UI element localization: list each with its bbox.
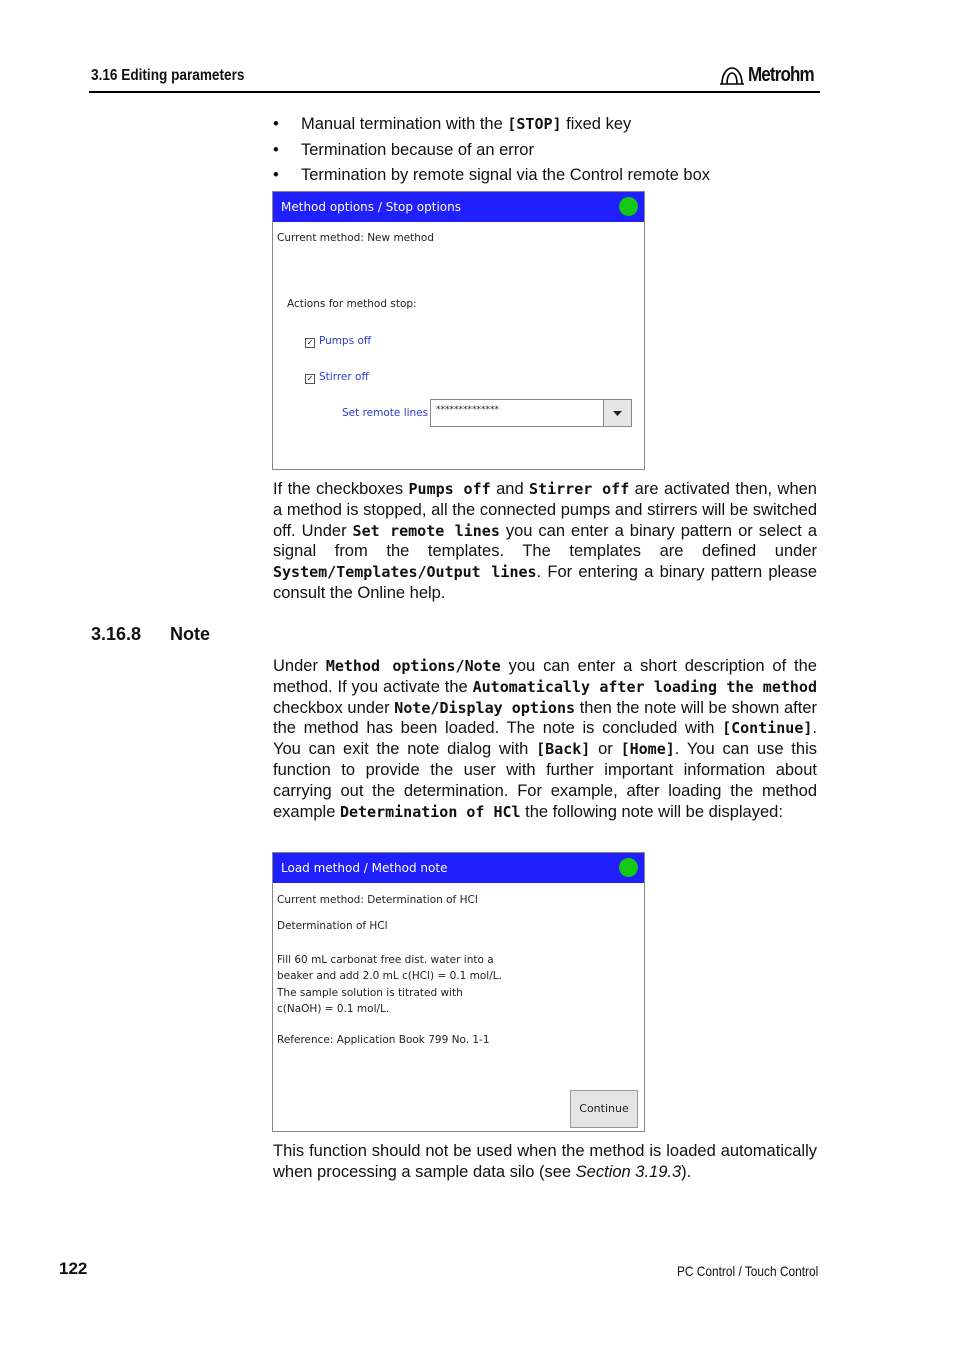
list-item: • Termination by remote signal via the Control remote box bbox=[273, 164, 813, 190]
dialog-title-bar bbox=[273, 853, 644, 883]
brand-name: Metrohm bbox=[748, 64, 814, 86]
note-reference: Reference: Application Book 799 No. 1-1 bbox=[277, 1034, 490, 1046]
section-title: Note bbox=[170, 624, 210, 644]
remote-lines-label: Set remote lines bbox=[342, 407, 429, 419]
actions-label: Actions for method stop: bbox=[287, 298, 417, 310]
list-item: • Termination because of an error bbox=[273, 139, 813, 165]
checkbox-checked-icon: ✓ bbox=[306, 338, 314, 347]
current-method-label: Current method: New method bbox=[277, 232, 434, 244]
current-method-label: Current method: Determination of HCl bbox=[277, 894, 478, 906]
termination-list bbox=[273, 113, 813, 190]
continue-button[interactable]: Continue bbox=[570, 1090, 638, 1128]
manual-title: PC Control / Touch Control bbox=[676, 1263, 818, 1279]
remote-lines-dropdown-button[interactable] bbox=[603, 399, 632, 427]
section-number: 3.16.8 bbox=[91, 624, 142, 644]
chevron-down-icon bbox=[604, 400, 631, 426]
brand-logo bbox=[720, 64, 825, 87]
status-led-icon bbox=[619, 197, 638, 216]
checkbox-checked-icon: ✓ bbox=[306, 374, 314, 383]
stop-options-dialog bbox=[272, 191, 645, 470]
dialog-title: Load method / Method note bbox=[281, 861, 448, 875]
remote-lines-input[interactable]: ************** bbox=[430, 399, 604, 427]
method-note-dialog bbox=[272, 852, 645, 1132]
status-led-icon bbox=[619, 858, 638, 877]
note-description: Under Method options/Note you can enter a short description of the method. If you activate the Automatically after loading the method checkbox under Note/Display options then the note will be shown after the method has been loaded. The note is concluded with [Continue]. You can exit the note dialog with [Back] or [Home]. You can use this function to provide the user with further important information about carrying out the determination. For example, after loading the method example Determination of HCl the following note will be displayed: bbox=[273, 657, 818, 821]
dialog-title-bar bbox=[273, 192, 644, 222]
header-divider bbox=[89, 91, 820, 93]
pumps-off-checkbox[interactable]: ✓ Pumps off bbox=[306, 335, 372, 347]
silo-warning: This function should not be used when the method is loaded automatically when processing a sample data silo (see Section 3.19.3). bbox=[273, 1142, 817, 1181]
note-body: Fill 60 mL carbonat free dist. water into a beaker and add 2.0 mL c(HCl) = 0.1 mol/L. The sample solution is titrated with c(NaOH) = 0.1 mol/L. bbox=[277, 954, 502, 1016]
page-number: 122 bbox=[59, 1259, 88, 1278]
stop-options-description: If the checkboxes Pumps off and Stirrer off are activated then, when a method is stopped, all the connected pumps and stirrers will be switched off. Under Set remote lines you can enter a binary pattern or select a signal from the templates. The templates are defined under System/Templates/Output lines. For entering a binary pattern please consult the Online help. bbox=[273, 480, 817, 602]
list-item: • Manual termination with the [STOP] fixed key bbox=[273, 113, 813, 139]
metrohm-logo-icon bbox=[720, 66, 744, 86]
dialog-title: Method options / Stop options bbox=[281, 200, 461, 214]
note-title: Determination of HCl bbox=[277, 920, 388, 932]
section-header: 3.16 Editing parameters bbox=[91, 67, 245, 84]
stirrer-off-checkbox[interactable]: ✓ Stirrer off bbox=[306, 371, 369, 383]
